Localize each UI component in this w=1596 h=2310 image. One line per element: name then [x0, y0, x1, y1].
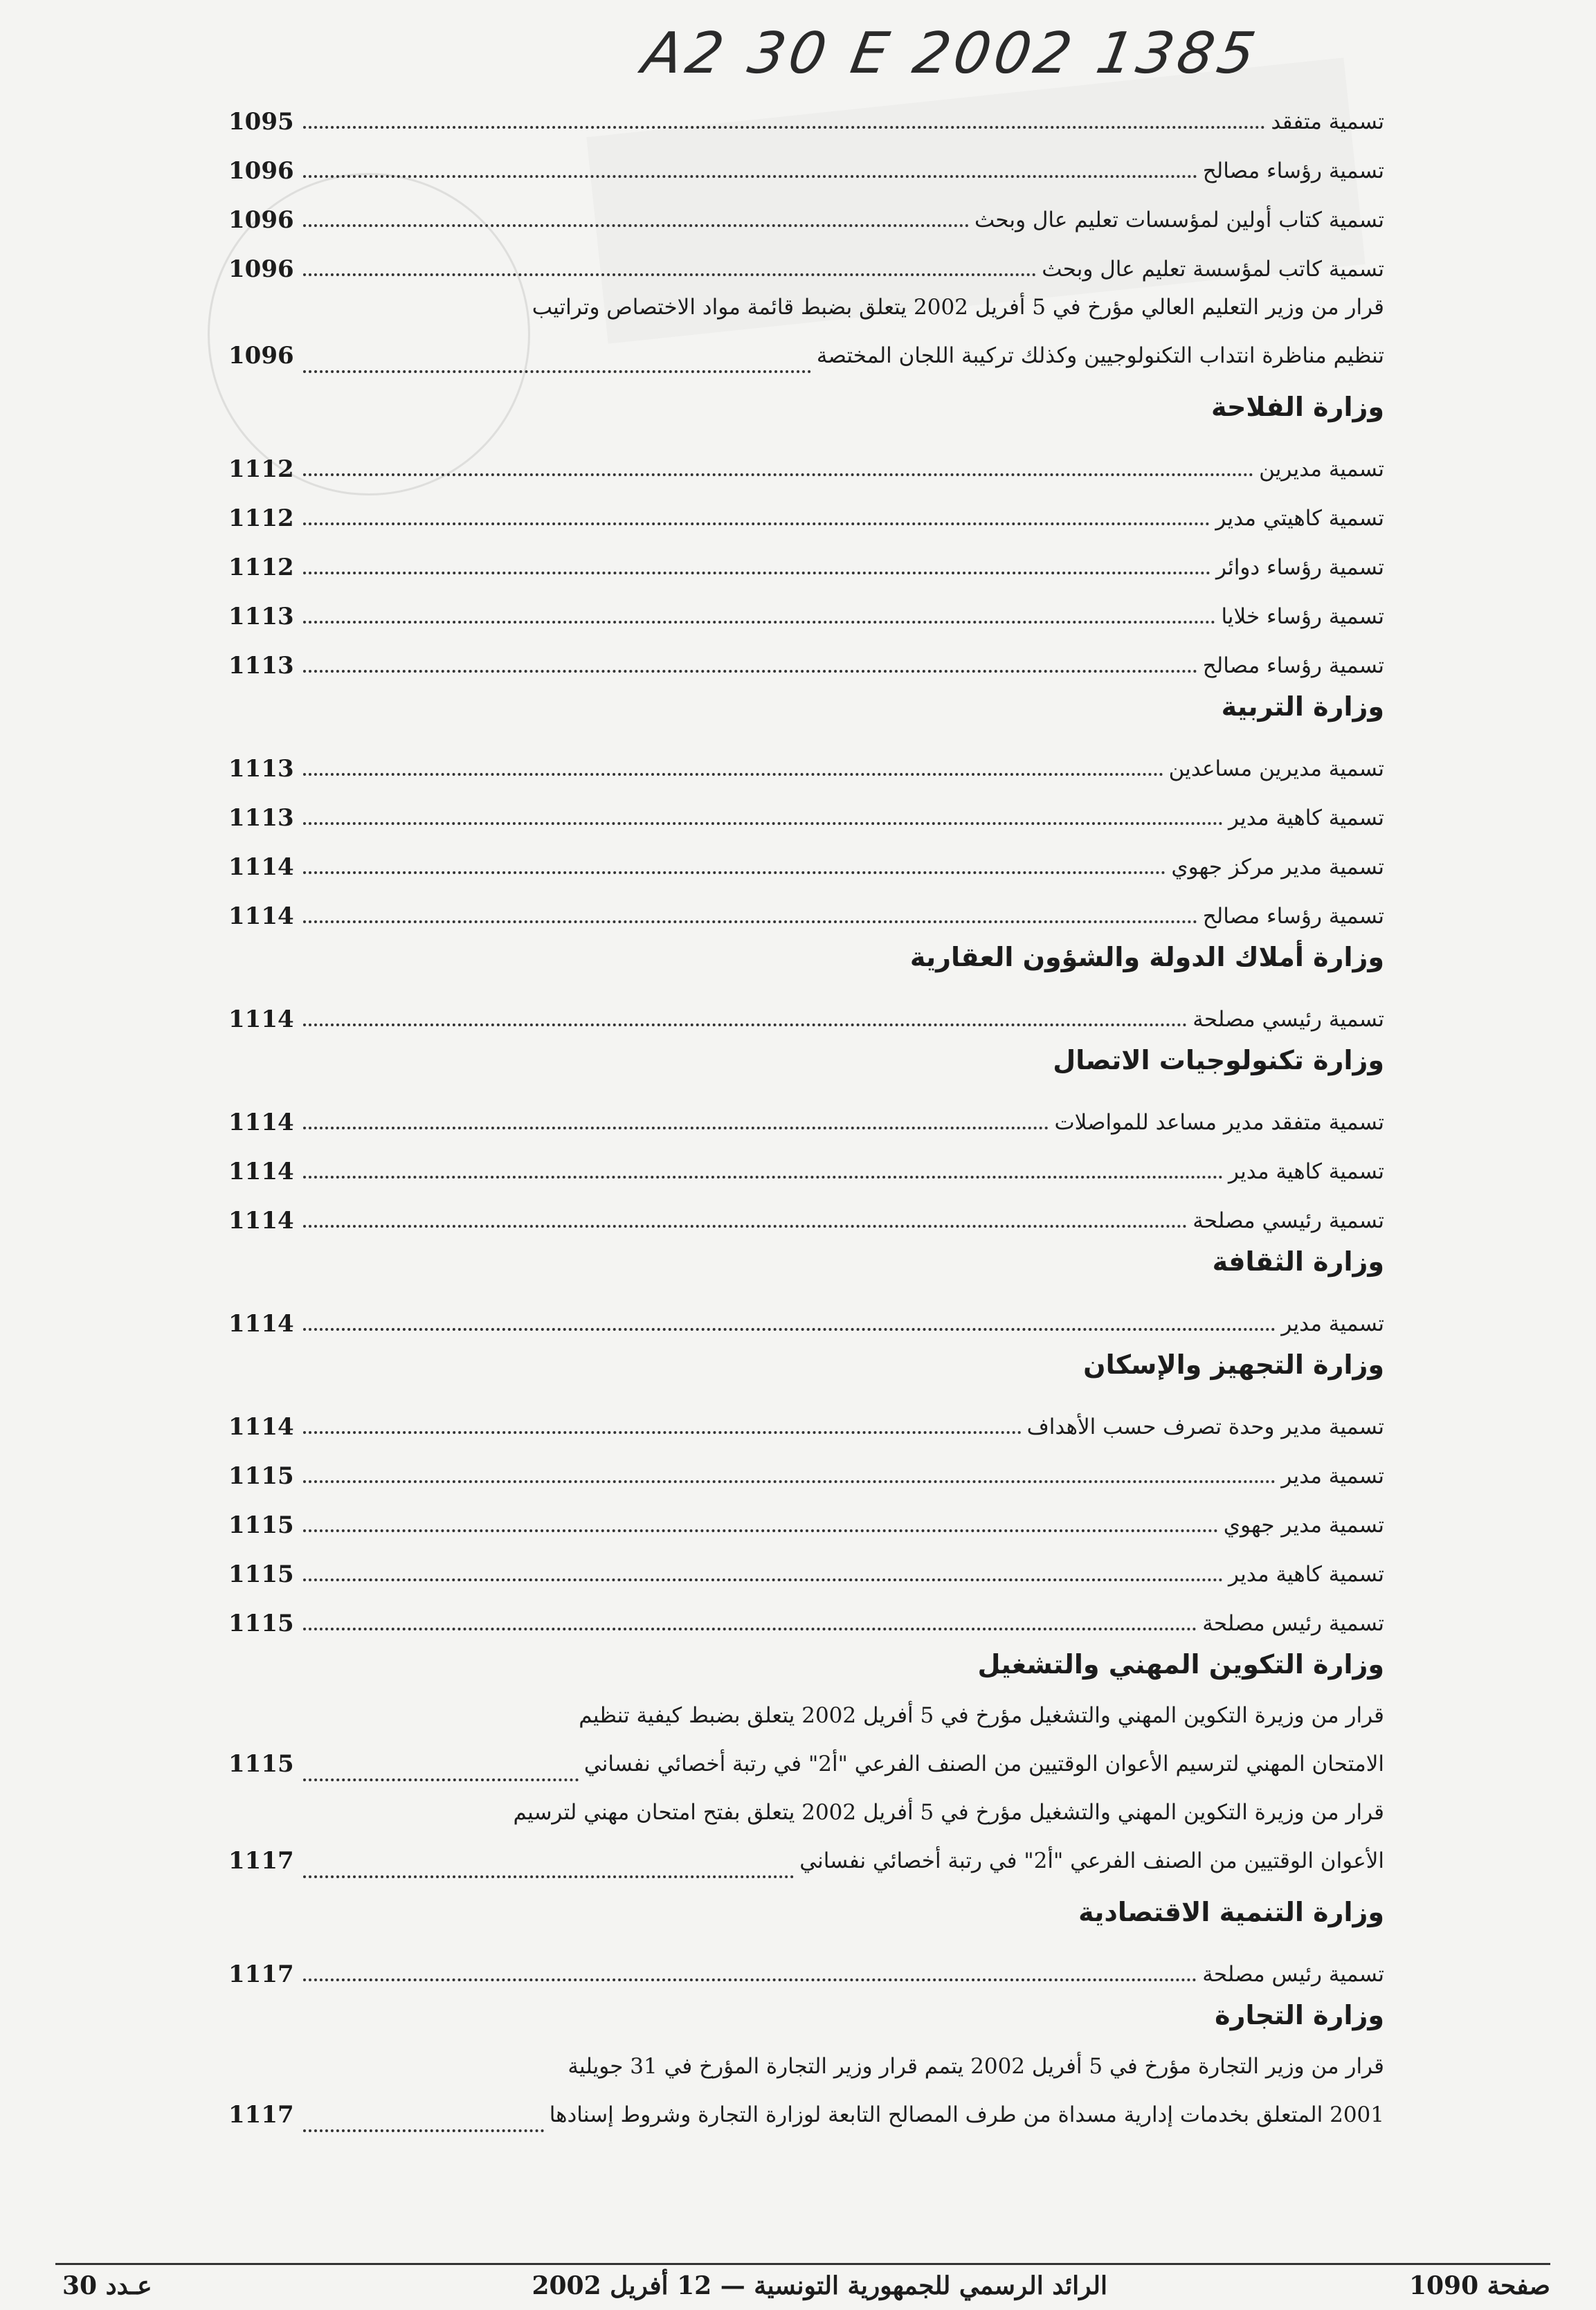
- toc-entry-title: تسمية رئيسي مصلحة: [1193, 1007, 1384, 1032]
- toc-page-number: 1114: [228, 1413, 294, 1441]
- dot-leader: [303, 1628, 1197, 1630]
- toc-entry: [228, 1136, 1384, 1185]
- decree-text-line: قرار من وزير التجارة مؤرخ في 5 أفريل 2002 يتمم قرار وزير التجارة المؤرخ في 31 جويلية: [568, 2054, 1384, 2079]
- decree-last-line: [228, 1740, 1384, 1788]
- dot-leader: [303, 473, 1253, 476]
- toc-page-number: 1096: [228, 206, 294, 234]
- footer-issue-number: عـدد 30: [62, 2271, 152, 2300]
- toc-entry-title: تسمية مدير مركز جهوي: [1171, 855, 1384, 880]
- toc-entry-title: تسمية مدير جهوي: [1223, 1513, 1384, 1538]
- decree-last-line: [228, 2091, 1384, 2139]
- toc-entry-title: تسمية متفقد: [1271, 109, 1384, 134]
- decree-text-line: قرار من وزيرة التكوين المهني والتشغيل مؤرخ في 5 أفريل 2002 يتعلق بفتح امتحان مهني لترسيم: [513, 1800, 1384, 1825]
- dot-leader: [303, 1480, 1276, 1483]
- toc-entry-title: تسمية رؤساء مصالح: [1202, 904, 1384, 929]
- toc-page-number: 1114: [228, 1006, 294, 1033]
- dot-leader: [303, 522, 1210, 525]
- dot-leader: [303, 822, 1223, 825]
- toc-page-number: 1096: [228, 342, 294, 370]
- dot-leader: [303, 1579, 1223, 1581]
- page-footer: [55, 2271, 1550, 2306]
- dot-leader: [303, 370, 811, 373]
- dot-leader: [303, 126, 1265, 129]
- decree-last-line: [228, 331, 1384, 380]
- toc-page-number: 1114: [228, 1158, 294, 1185]
- toc-entry-title: تسمية رئيس مصلحة: [1202, 1611, 1384, 1636]
- dot-leader: [303, 224, 969, 227]
- toc-page-number: 1095: [228, 108, 294, 136]
- table-of-contents: [228, 87, 1384, 2139]
- toc-entry-title: تسمية مدير وحدة تصرف حسب الأهداف: [1026, 1415, 1384, 1439]
- toc-page-number: 1112: [228, 455, 294, 483]
- toc-page-number: 1114: [228, 1207, 294, 1235]
- section-heading: وزارة الفلاحة: [1211, 392, 1384, 422]
- toc-page-number: 1117: [228, 1847, 294, 1875]
- toc-page-number: 1117: [228, 1961, 294, 1988]
- toc-entry-title: تسمية كاهية مدير: [1228, 1562, 1384, 1587]
- dot-leader: [303, 2129, 544, 2132]
- decree-text-line: تنظيم مناظرة انتداب التكنولوجيين وكذلك تركيبة اللجان المختصة: [816, 343, 1384, 368]
- dot-leader: [303, 773, 1163, 776]
- toc-entry: [228, 581, 1384, 630]
- toc-entry: [228, 185, 1384, 234]
- handwritten-note: A2 30 E 2002 1385: [637, 21, 1264, 87]
- toc-entry: [228, 984, 1384, 1033]
- toc-entry-title: تسمية رئيس مصلحة: [1202, 1962, 1384, 1987]
- dot-leader: [303, 1779, 579, 1781]
- decree-text-line: 2001 المتعلق بخدمات إدارية مسداة من طرف المصالح التابعة لوزارة التجارة وشروط إسنادها: [549, 2102, 1384, 2127]
- toc-entry-title: تسمية كاهيتي مدير: [1215, 506, 1384, 531]
- toc-entry: [228, 1087, 1384, 1136]
- toc-entry: [228, 1289, 1384, 1338]
- decree-text-line: الامتحان المهني لترسيم الأعوان الوقتيين من الصنف الفرعي "أ2" في رتبة أخصائي نفساني: [583, 1752, 1384, 1776]
- dot-leader: [303, 670, 1197, 673]
- section-heading: وزارة الثقافة: [1212, 1246, 1384, 1277]
- toc-page-number: 1096: [228, 157, 294, 185]
- footer-journal-title: الرائد الرسمي للجمهورية التونسية — 12 أفريل 2002: [532, 2271, 1107, 2300]
- toc-entry: [228, 1939, 1384, 1988]
- toc-page-number: 1115: [228, 1561, 294, 1588]
- toc-entry: [228, 783, 1384, 832]
- section-heading: وزارة تكنولوجيات الاتصال: [1053, 1045, 1384, 1075]
- toc-page-number: 1115: [228, 1462, 294, 1490]
- toc-page-number: 1114: [228, 902, 294, 930]
- toc-page-number: 1113: [228, 804, 294, 832]
- toc-entry-title: تسمية مدير: [1281, 1311, 1384, 1336]
- toc-entry: [228, 1185, 1384, 1235]
- footer-page-number: صفحة 1090: [1408, 2271, 1550, 2300]
- toc-page-number: 1117: [228, 2101, 294, 2129]
- footer-divider: [55, 2263, 1550, 2265]
- toc-entry: [228, 234, 1384, 283]
- dot-leader: [303, 1529, 1218, 1532]
- toc-entry-title: تسمية مديرين: [1259, 457, 1384, 482]
- toc-entry: [228, 532, 1384, 581]
- toc-entry-title: تسمية كاهية مدير: [1228, 1159, 1384, 1184]
- section-heading: وزارة التكوين المهني والتشغيل: [977, 1649, 1384, 1680]
- section-heading: وزارة التجارة: [1215, 2000, 1384, 2030]
- toc-entry-title: تسمية رؤساء مصالح: [1202, 158, 1384, 183]
- toc-page-number: 1114: [228, 1310, 294, 1338]
- toc-decree-entry: [228, 1788, 1384, 1885]
- dot-leader: [303, 572, 1210, 574]
- toc-page-number: 1115: [228, 1750, 294, 1778]
- dot-leader: [303, 1875, 794, 1878]
- dot-leader: [303, 1431, 1022, 1434]
- toc-entry: [228, 630, 1384, 680]
- toc-page-number: 1112: [228, 504, 294, 532]
- toc-entry: [228, 1392, 1384, 1441]
- toc-decree-entry: [228, 283, 1384, 380]
- dot-leader: [303, 1328, 1276, 1331]
- toc-page-number: 1114: [228, 853, 294, 881]
- dot-leader: [303, 1024, 1187, 1026]
- toc-entry: [228, 136, 1384, 185]
- toc-entry: [228, 881, 1384, 930]
- section-heading: وزارة التربية: [1221, 691, 1384, 722]
- toc-entry-title: تسمية كاهية مدير: [1228, 806, 1384, 830]
- decree-last-line: [228, 1837, 1384, 1885]
- toc-page-number: 1096: [228, 255, 294, 283]
- toc-entry: [228, 87, 1384, 136]
- toc-entry-title: تسمية رؤساء دوائر: [1216, 555, 1384, 580]
- decree-text-line: قرار من وزيرة التكوين المهني والتشغيل مؤرخ في 5 أفريل 2002 يتعلق بضبط كيفية تنظيم: [579, 1703, 1384, 1728]
- dot-leader: [303, 920, 1197, 923]
- toc-entry: [228, 734, 1384, 783]
- toc-entry: [228, 832, 1384, 881]
- toc-entry: [228, 434, 1384, 483]
- toc-entry: [228, 1588, 1384, 1637]
- dot-leader: [303, 871, 1166, 874]
- dot-leader: [303, 1979, 1197, 1981]
- toc-decree-entry: [228, 2042, 1384, 2139]
- dot-leader: [303, 273, 1036, 276]
- section-heading: وزارة أملاك الدولة والشؤون العقارية: [909, 942, 1384, 972]
- toc-entry: [228, 483, 1384, 532]
- dot-leader: [303, 175, 1197, 178]
- toc-entry: [228, 1539, 1384, 1588]
- toc-entry: [228, 1490, 1384, 1539]
- toc-entry-title: تسمية متفقد مدير مساعد للمواصلات: [1054, 1110, 1384, 1135]
- toc-page-number: 1112: [228, 554, 294, 581]
- decree-text-line: قرار من وزير التعليم العالي مؤرخ في 5 أفريل 2002 يتعلق بضبط قائمة مواد الاختصاص وتراتيب: [532, 295, 1384, 320]
- toc-page-number: 1113: [228, 603, 294, 630]
- dot-leader: [303, 1127, 1049, 1129]
- toc-page-number: 1115: [228, 1610, 294, 1637]
- toc-entry-title: تسمية مديرين مساعدين: [1168, 756, 1384, 781]
- toc-entry: [228, 1441, 1384, 1490]
- toc-decree-entry: [228, 1691, 1384, 1788]
- section-heading: وزارة التجهيز والإسكان: [1083, 1349, 1384, 1380]
- toc-page-number: 1114: [228, 1109, 294, 1136]
- toc-page-number: 1113: [228, 755, 294, 783]
- toc-entry-title: تسمية رؤساء مصالح: [1202, 653, 1384, 678]
- decree-text-line: الأعوان الوقتيين من الصنف الفرعي "أ2" في رتبة أخصائي نفساني: [799, 1848, 1384, 1873]
- dot-leader: [303, 1176, 1223, 1179]
- dot-leader: [303, 621, 1215, 624]
- toc-page-number: 1115: [228, 1511, 294, 1539]
- section-heading: وزارة التنمية الاقتصادية: [1078, 1897, 1384, 1927]
- toc-entry-title: تسمية رؤساء خلايا: [1221, 604, 1384, 629]
- toc-entry-title: تسمية مدير: [1281, 1464, 1384, 1489]
- toc-entry-title: تسمية رئيسي مصلحة: [1193, 1208, 1384, 1233]
- toc-entry-title: تسمية كتاب أولين لمؤسسات تعليم عال وبحث: [974, 208, 1384, 233]
- toc-entry-title: تسمية كاتب لمؤسسة تعليم عال وبحث: [1042, 257, 1384, 282]
- dot-leader: [303, 1225, 1187, 1228]
- toc-page-number: 1113: [228, 652, 294, 680]
